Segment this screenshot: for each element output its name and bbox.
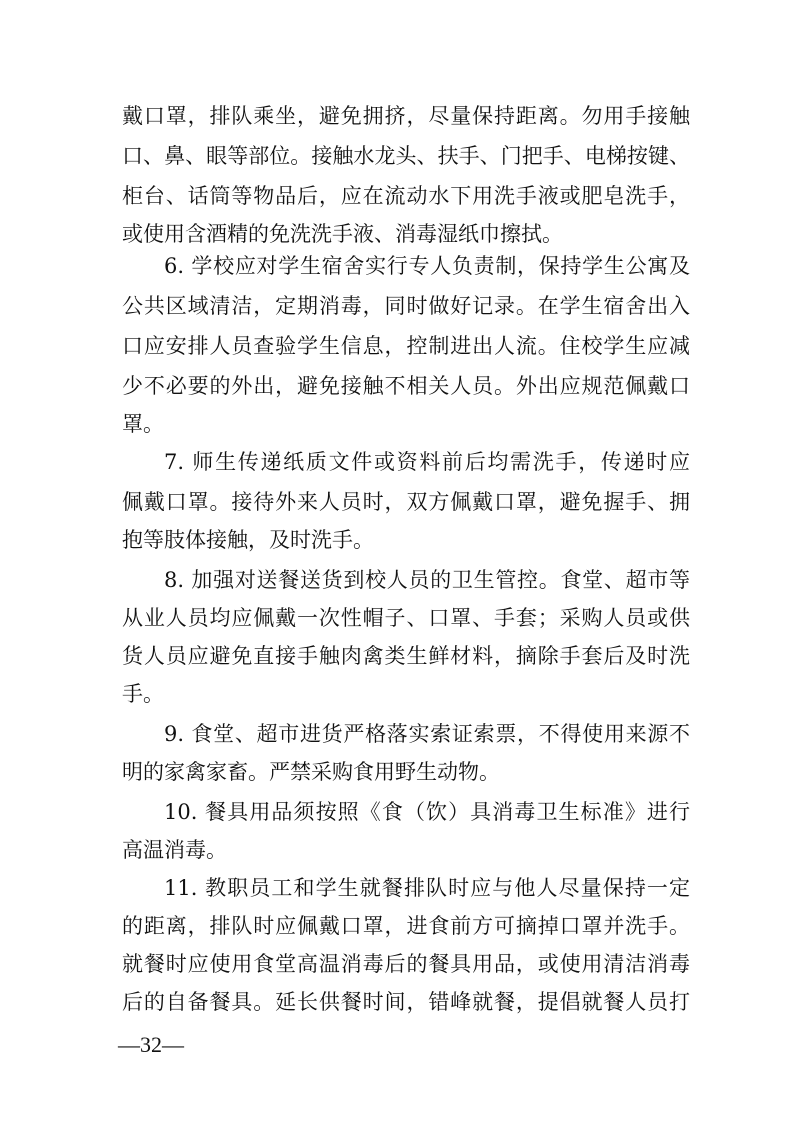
paragraph-line: 柜台、话筒等物品后，应在流动水下用洗手液或肥皂洗手， [122,184,690,208]
paragraph-line: 从业人员均应佩戴一次性帽子、口罩、手套；采购人员或供 [122,606,690,630]
paragraph-line: 口应安排人员查验学生信息，控制进出人流。住校学生应减 [122,334,690,358]
paragraph-line-item-11: 11. 教职员工和学生就餐排队时应与他人尽量保持一定 [164,876,690,900]
paragraph-line: 少不必要的外出，避免接触不相关人员。外出应规范佩戴口 [122,374,690,398]
paragraph-line-item-6: 6. 学校应对学生宿舍实行专人负责制，保持学生公寓及 [164,254,690,278]
paragraph-line-item-8: 8. 加强对送餐送货到校人员的卫生管控。食堂、超市等 [164,568,690,592]
paragraph-line: 明的家禽家畜。严禁采购食用野生动物。 [122,760,500,784]
paragraph-line: 佩戴口罩。接待外来人员时，双方佩戴口罩，避免握手、拥 [122,490,690,514]
paragraph-line-item-10: 10. 餐具用品须按照《食（饮）具消毒卫生标准》进行 [164,800,690,824]
paragraph-line: 或使用含酒精的免洗洗手液、消毒湿纸巾擦拭。 [122,222,563,246]
paragraph-line: 口、鼻、眼等部位。接触水龙头、扶手、门把手、电梯按键、 [122,144,690,168]
paragraph-line: 罩。 [122,412,164,436]
paragraph-line: 公共区域清洁，定期消毒，同时做好记录。在学生宿舍出入 [122,294,690,318]
paragraph-line: 货人员应避免直接手触肉禽类生鲜材料，摘除手套后及时洗 [122,644,690,668]
paragraph-line-item-7: 7. 师生传递纸质文件或资料前后均需洗手，传递时应 [164,450,690,474]
paragraph-line: 手。 [122,682,164,706]
paragraph-line: 的距离，排队时应佩戴口罩，进食前方可摘掉口罩并洗手。 [122,914,690,938]
paragraph-line: 后的自备餐具。延长供餐时间，错峰就餐，提倡就餐人员打 [122,990,690,1014]
paragraph-line: 高温消毒。 [122,838,227,862]
page-number: —32— [118,1032,184,1057]
paragraph-line: 就餐时应使用食堂高温消毒后的餐具用品，或使用清洁消毒 [122,952,690,976]
paragraph-line-item-9: 9. 食堂、超市进货严格落实索证索票，不得使用来源不 [164,722,690,746]
paragraph-line: 戴口罩，排队乘坐，避免拥挤，尽量保持距离。勿用手接触 [122,104,690,128]
paragraph-line: 抱等肢体接触，及时洗手。 [122,528,374,552]
